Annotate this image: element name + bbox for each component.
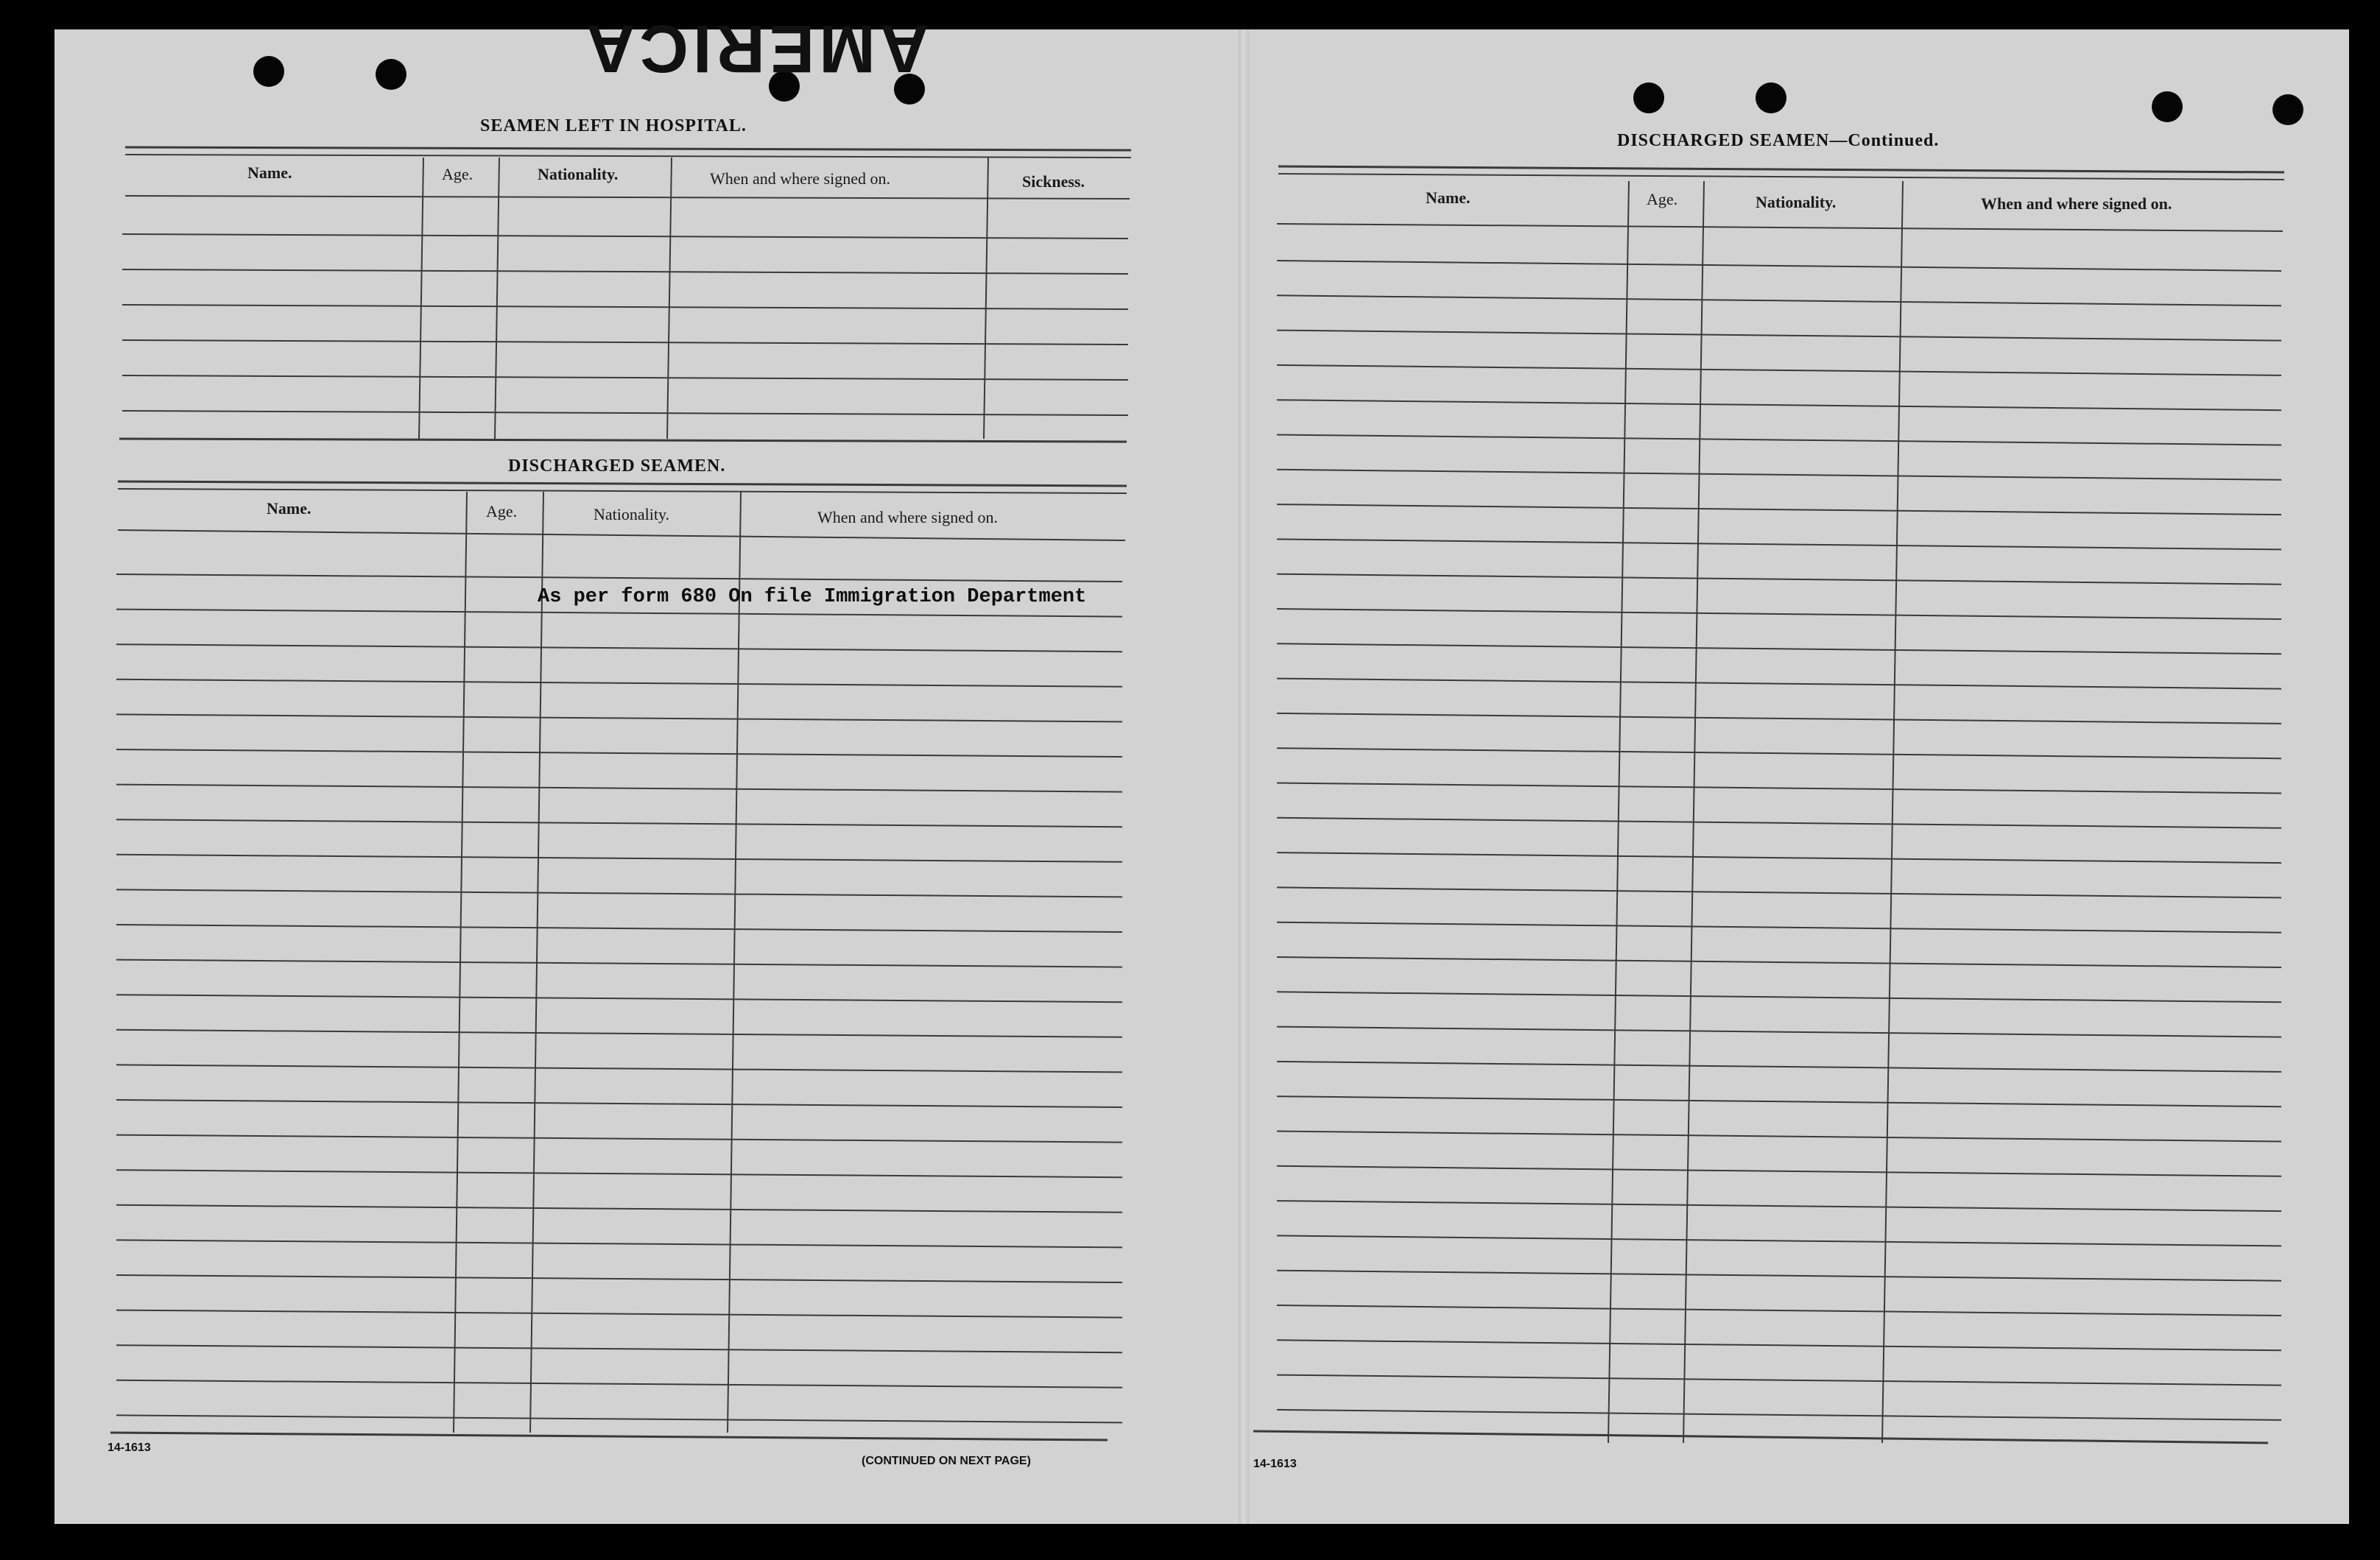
row-rule bbox=[1277, 853, 2281, 863]
row-rule bbox=[1277, 679, 2281, 689]
row-rule bbox=[116, 1240, 1122, 1247]
row-rule bbox=[1277, 748, 2281, 758]
row-rule bbox=[116, 1135, 1122, 1143]
row-rule bbox=[116, 925, 1122, 932]
hospital-col-signed-on: When and where signed on. bbox=[710, 169, 890, 188]
ship-name-stamp: AMERICA bbox=[582, 11, 929, 86]
hospital-col-age: Age. bbox=[442, 165, 473, 183]
row-rule bbox=[116, 749, 1122, 757]
column-divider bbox=[984, 158, 988, 439]
row-rule bbox=[1277, 1340, 2281, 1350]
row-rule bbox=[122, 234, 1128, 239]
row-rule bbox=[116, 1310, 1122, 1318]
row-rule bbox=[116, 1380, 1122, 1388]
right-col-signed-on: When and where signed on. bbox=[1981, 194, 2172, 213]
right-page-title: DISCHARGED SEAMEN—Continued. bbox=[1617, 131, 1940, 150]
column-divider bbox=[1683, 181, 1704, 1443]
row-rule bbox=[116, 1100, 1122, 1107]
row-rule bbox=[1277, 922, 2281, 933]
row-rule bbox=[116, 714, 1122, 721]
hospital-col-nationality: Nationality. bbox=[538, 165, 619, 183]
row-rule bbox=[122, 340, 1128, 345]
row-rule bbox=[116, 1170, 1122, 1177]
column-divider bbox=[495, 158, 499, 439]
discharged-col-name: Name. bbox=[267, 499, 311, 518]
row-rule bbox=[1277, 1235, 2281, 1246]
row-rule bbox=[116, 960, 1122, 967]
row-rule bbox=[116, 1030, 1122, 1037]
left-form-number: 14-1613 bbox=[108, 1441, 151, 1454]
row-rule bbox=[116, 819, 1122, 827]
row-rule bbox=[1277, 470, 2281, 480]
row-rule bbox=[116, 644, 1122, 652]
row-rule bbox=[1277, 783, 2281, 794]
section-rule bbox=[125, 155, 1131, 158]
hospital-col-name: Name. bbox=[247, 163, 292, 182]
section-rule bbox=[1253, 1431, 2268, 1443]
row-rule bbox=[1277, 435, 2281, 445]
section-rule bbox=[1278, 166, 2284, 172]
section-rule bbox=[1278, 174, 2284, 180]
row-rule bbox=[1277, 1410, 2281, 1420]
column-divider bbox=[728, 492, 741, 1433]
row-rule bbox=[1277, 1062, 2281, 1072]
column-divider bbox=[419, 158, 423, 439]
column-divider bbox=[1608, 181, 1629, 1443]
row-rule bbox=[1277, 261, 2281, 271]
row-rule bbox=[1277, 400, 2281, 410]
column-divider bbox=[1882, 181, 1903, 1443]
row-rule bbox=[116, 889, 1122, 897]
column-divider bbox=[667, 158, 672, 439]
row-rule bbox=[1277, 1271, 2281, 1281]
typed-entry: As per form 680 On file Immigration Department bbox=[538, 586, 1087, 608]
row-rule bbox=[116, 574, 1122, 582]
row-rule bbox=[122, 411, 1128, 415]
section-rule bbox=[110, 1433, 1108, 1440]
right-col-name: Name. bbox=[1426, 188, 1471, 207]
row-rule bbox=[1277, 818, 2281, 828]
row-rule bbox=[116, 785, 1122, 792]
section-rule bbox=[125, 147, 1131, 150]
section-rule bbox=[119, 439, 1127, 442]
header-rule bbox=[1277, 224, 2283, 231]
header-rule bbox=[118, 530, 1125, 540]
header-rule bbox=[125, 196, 1130, 199]
row-rule bbox=[1277, 1375, 2281, 1386]
row-rule bbox=[116, 680, 1122, 687]
row-rule bbox=[1277, 1166, 2281, 1176]
row-rule bbox=[116, 1065, 1122, 1072]
row-rule bbox=[116, 1345, 1122, 1352]
row-rule bbox=[1277, 957, 2281, 967]
row-rule bbox=[1277, 574, 2281, 585]
row-rule bbox=[116, 610, 1122, 617]
row-rule bbox=[1277, 713, 2281, 724]
row-rule bbox=[1277, 295, 2281, 306]
hospital-col-sickness: Sickness. bbox=[1022, 172, 1085, 191]
row-rule bbox=[1277, 643, 2281, 654]
row-rule bbox=[122, 375, 1128, 380]
hospital-section-title: SEAMEN LEFT IN HOSPITAL. bbox=[480, 116, 747, 135]
right-col-nationality: Nationality. bbox=[1756, 193, 1837, 211]
discharged-section-title: DISCHARGED SEAMEN. bbox=[508, 456, 726, 476]
row-rule bbox=[1277, 992, 2281, 1002]
right-col-age: Age. bbox=[1647, 190, 1678, 208]
row-rule bbox=[122, 305, 1128, 309]
row-rule bbox=[122, 269, 1128, 274]
row-rule bbox=[116, 1415, 1122, 1422]
row-rule bbox=[116, 855, 1122, 862]
row-rule bbox=[1277, 539, 2281, 549]
row-rule bbox=[1277, 1305, 2281, 1316]
section-rule bbox=[118, 481, 1127, 486]
row-rule bbox=[1277, 1096, 2281, 1107]
row-rule bbox=[1277, 1027, 2281, 1037]
row-rule bbox=[116, 1205, 1122, 1213]
row-rule bbox=[116, 995, 1122, 1002]
row-rule bbox=[1277, 1201, 2281, 1211]
row-rule bbox=[116, 1275, 1122, 1282]
discharged-col-nationality: Nationality. bbox=[594, 505, 670, 523]
row-rule bbox=[1277, 1132, 2281, 1142]
section-rule bbox=[118, 489, 1127, 493]
row-rule bbox=[1277, 331, 2281, 341]
row-rule bbox=[1277, 504, 2281, 515]
right-form-number: 14-1613 bbox=[1253, 1458, 1297, 1470]
row-rule bbox=[1277, 365, 2281, 375]
row-rule bbox=[1277, 887, 2281, 897]
discharged-col-age: Age. bbox=[486, 502, 518, 520]
discharged-col-signed-on: When and where signed on. bbox=[817, 508, 998, 526]
continued-note: (CONTINUED ON NEXT PAGE) bbox=[862, 1455, 1031, 1467]
row-rule bbox=[1277, 609, 2281, 619]
